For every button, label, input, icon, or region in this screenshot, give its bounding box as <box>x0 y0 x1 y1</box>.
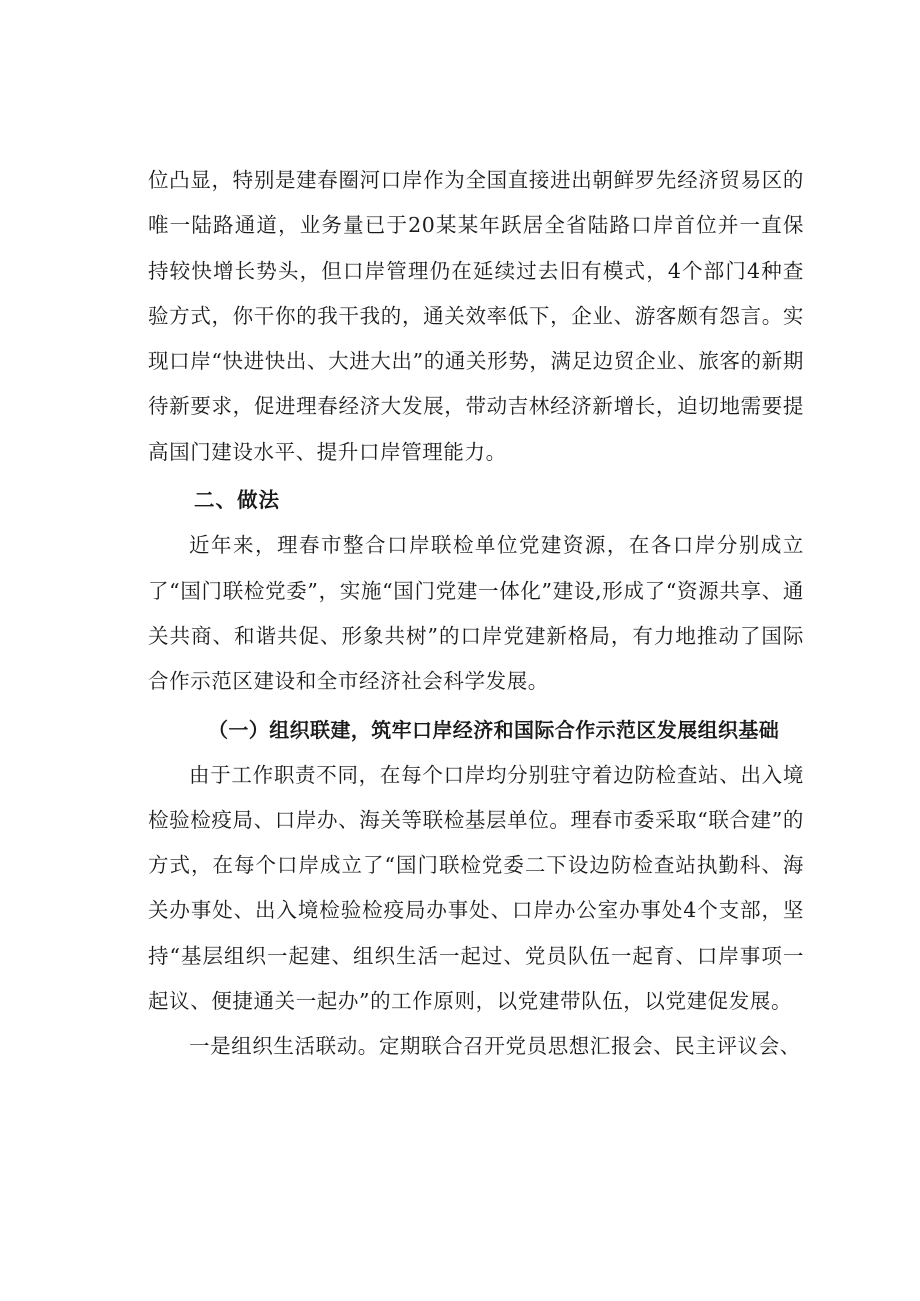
section-heading-practices: 二、做法 <box>194 488 280 513</box>
subsection-heading-organization: （一）组织联建，筑牢口岸经济和国际合作示范区发展组织基础 <box>208 717 780 742</box>
document-page <box>148 158 804 1070</box>
paragraph-background: 位凸显，特别是建春圈河口岸作为全国直接进出朝鲜罗先经济贸易区的唯一陆路通道，业务量已于20某某年跃居全省陆路口岸首位并一直保持较快增长势头，但口岸管理仍在延续过去旧有模式，4个部门4种查验方式，你干你的我干我的，通关效率低下，企业、游客颇有怨言。实现口岸“快进快出、大进大出”的通关形势，满足边贸企业、旅客的新期待新要求，促进理春经济大发展，带动吉林经济新增长，迫切地需要提高国门建设水平、提升口岸管理能力。 <box>148 168 804 464</box>
paragraph-activities: 一是组织生活联动。定期联合召开党员思想汇报会、民主评议会、 <box>189 1034 801 1059</box>
paragraph-organization: 由于工作职责不同，在每个口岸均分别驻守着边防检查站、出入境检验检疫局、口岸办、海关等联检基层单位。理春市委采取“联合建”的方式，在每个口岸成立了“国门联检党委二下设边防检查站执勤科、海关办事处、出入境检验检疫局办事处、口岸办公室办事处4个支部，坚持“基层组织一起建、组织生活一起过、党员队伍一起育、口岸事项一起议、便捷通关一起办”的工作原则，以党建带队伍，以党建促发展。 <box>148 762 804 1014</box>
paragraph-overview: 近年来，理春市整合口岸联检单位党建资源，在各口岸分别成立了“国门联检党委”，实施“国门党建一体化”建设,形成了“资源共享、通关共商、和谐共促、形象共树”的口岸党建新格局，有力地推动了国际合作示范区建设和全市经济社会科学发展。 <box>148 533 804 694</box>
